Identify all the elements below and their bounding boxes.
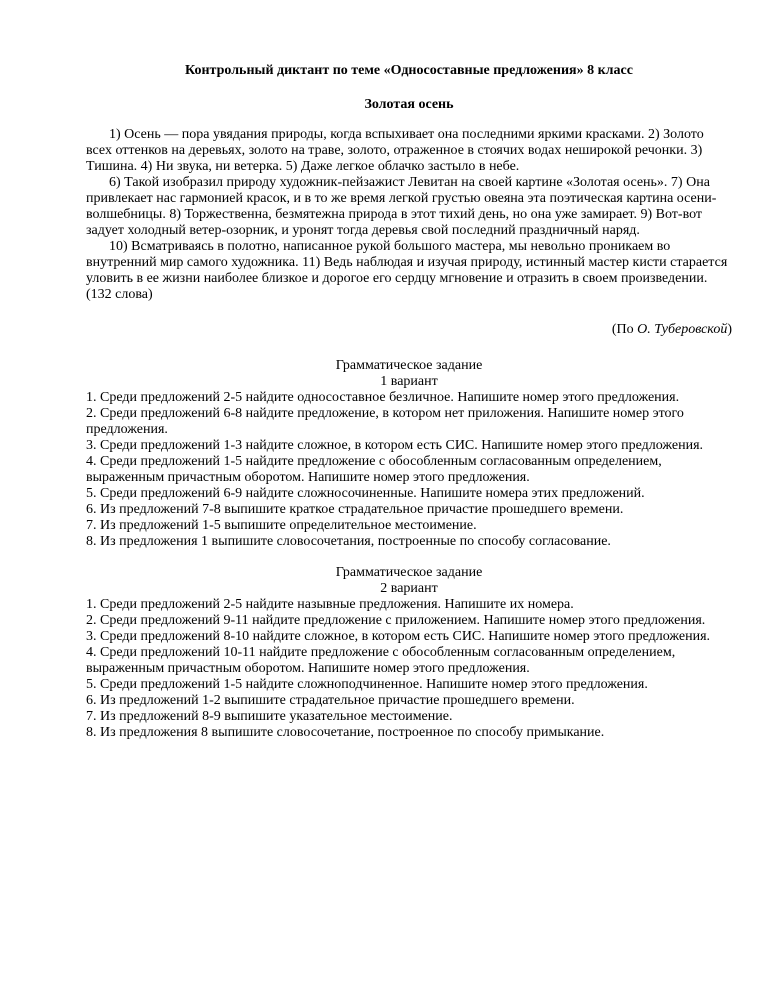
task-item: 8. Из предложения 1 выпишите словосочетания, построенные по способу согласование. [86,534,611,549]
author-attribution [86,322,732,338]
dictation-title: Золотая осень [364,97,454,112]
author-suffix: ) [727,322,732,337]
author-prefix: (По [611,322,638,337]
task-item: 3. Среди предложений 1-3 найдите сложное, в котором есть СИС. Напишите номер этого предложения. [86,438,704,453]
paragraph-3: 10) Всматриваясь в полотно, написанное рукой большого мастера, мы невольно проникаем во внутренний мир самого художника. 11) Ведь наблюдая и изучая природу, истинный мастер кисти старается уловить в ее жизни наиболее близкое и дорогое его сердцу мгновение и отразить в своем произведении. (132 слова) [86,239,728,302]
task-item: 5. Среди предложений 6-9 найдите сложносочиненные. Напишите номера этих предложений. [86,486,645,501]
document-title: Контрольный диктант по теме «Односоставные предложения» 8 класс [185,63,633,78]
task-item: 2. Среди предложений 6-8 найдите предложение, в котором нет приложения. Напишите номер этого предложения. [86,406,684,437]
paragraph-1: 1) Осень — пора увядания природы, когда вспыхивает она последними яркими красками. 2) Золото всех оттенков на деревьях, золото на траве, золото, отраженное в стоячих водах неширокой речонки. 3) Тишина. 4) Ни звука, ни ветерка. 5) Даже легкое облачко застыло в небе. [86,127,704,174]
task-item: 1. Среди предложений 2-5 найдите односоставное безличное. Напишите номер этого предложения. [86,390,680,405]
task-item: 4. Среди предложений 1-5 найдите предложение с обособленным согласованным определением, выраженным причастным оборотом. Напишите номер этого предложения. [86,454,662,485]
task-heading: Грамматическое задание [335,565,483,580]
task-item: 4. Среди предложений 10-11 найдите предложение с обособленным согласованным определением, выраженным причастным оборотом. Напишите номер этого предложения. [86,645,676,676]
task-item: 2. Среди предложений 9-11 найдите предложение с приложением. Напишите номер этого предложения. [86,613,706,628]
task-variant-1 [86,358,732,550]
task-heading: Грамматическое задание [335,358,483,373]
variant-label: 1 вариант [380,374,438,389]
author-name: О. Туберовской [637,322,728,337]
task-item: 6. Из предложений 1-2 выпишите страдательное причастие прошедшего времени. [86,693,575,708]
task-item: 7. Из предложений 1-5 выпишите определительное местоимение. [86,518,477,533]
task-variant-2 [86,565,732,741]
task-item: 7. Из предложений 8-9 выпишите указательное местоимение. [86,709,453,724]
task-item: 8. Из предложения 8 выпишите словосочетание, построенное по способу примыкание. [86,725,605,740]
task-item: 6. Из предложений 7-8 выпишите краткое страдательное причастие прошедшего времени. [86,502,624,517]
variant-label: 2 вариант [380,581,438,596]
paragraph-2: 6) Такой изобразил природу художник-пейзажист Левитан на своей картине «Золотая осень». 7) Она привлекает нас гармонией красок, и в то же время легкой грустью овеяна эта поэтическая картина осени-волшебницы. 8) Торжественна, безмятежна природа в этот тихий день, но она уже замирает. 9) Вот-вот задует холодный ветер-озорник, и уронят тогда деревья свой последний праздничный наряд. [86,175,717,238]
task-item: 3. Среди предложений 8-10 найдите сложное, в котором есть СИС. Напишите номер этого предложения. [86,629,711,644]
task-item: 1. Среди предложений 2-5 найдите назывные предложения. Напишите их номера. [86,597,574,612]
task-item: 5. Среди предложений 1-5 найдите сложноподчиненное. Напишите номер этого предложения. [86,677,648,692]
